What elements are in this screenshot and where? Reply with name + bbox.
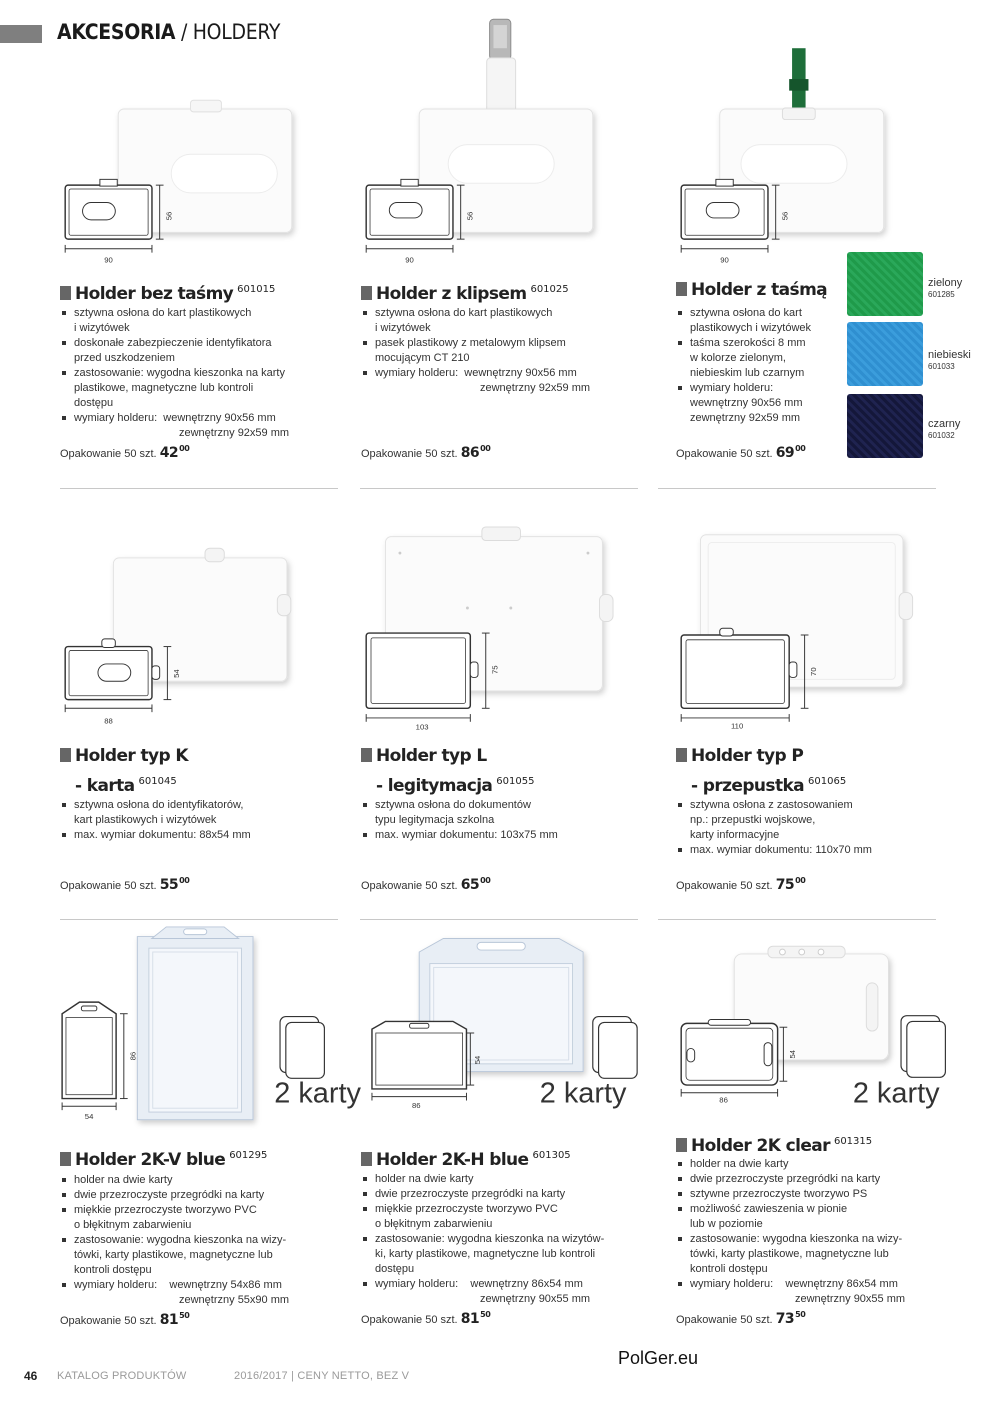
product-holder-2k-clear <box>676 925 966 1345</box>
dim-width: 86 <box>412 1101 421 1111</box>
price: $65^{00}$ <box>460 876 491 893</box>
feature-list <box>60 1173 330 1308</box>
product-code: 601055 <box>496 776 535 787</box>
product-holder-bez-tasmy <box>60 0 350 461</box>
product-title <box>361 745 534 797</box>
product-illustration <box>60 0 350 270</box>
cards-count-label: 2 karty <box>539 1077 627 1110</box>
pack-label: Opakowanie 50 szt. <box>676 880 773 892</box>
feature-item: max. wymiar dokumentu: 88x54 mm <box>60 828 330 843</box>
feature-item: miękkie przezroczyste tworzywo PVC o błękitnym zabarwieniu <box>60 1203 330 1233</box>
feature-item: pasek plastikowy z metalowym klipsem mocującym CT 210 <box>361 336 631 366</box>
product-illustration <box>60 500 350 770</box>
dim-height: 75 <box>490 665 500 675</box>
product-code: 601015 <box>237 284 276 295</box>
feature-item: możliwość zawieszenia w pionie lub w poziomie <box>676 1202 946 1232</box>
footer-catalog: KATALOG PRODUKTÓW <box>57 1370 187 1382</box>
feature-item: sztywna osłona do kart plastikowych i wizytówek <box>361 306 631 336</box>
price: $86^{00}$ <box>460 444 491 461</box>
feature-item: holder na dwie karty <box>361 1172 631 1187</box>
pack-label: Opakowanie 50 szt. <box>361 448 458 460</box>
feature-item: max. wymiar dokumentu: 110x70 mm <box>676 843 946 858</box>
dim-height: 70 <box>809 667 819 676</box>
packaging-price <box>60 1311 189 1328</box>
feature-item: zastosowanie: wygodna kieszonka na karty plastikowe, magnetyczne lub kontroli dostępu <box>60 366 330 411</box>
dim-width: 90 <box>720 255 729 265</box>
feature-item-size: wymiary holderu: wewnętrzny 54x86 mm zewnętrzny 55x90 mm <box>60 1278 330 1308</box>
feature-item: doskonałe zabezpieczenie identyfikatora przed uszkodzeniem <box>60 336 330 366</box>
product-title <box>60 279 275 305</box>
product-holder-2k-v-blue <box>55 925 361 1345</box>
swatch-blue <box>847 322 923 386</box>
feature-item: sztywna osłona do kart plastikowych i wizytówek <box>60 306 330 336</box>
title-text: Holder 2K-V blue <box>75 1150 226 1170</box>
swatch-black <box>847 394 923 458</box>
brand-label: PolGer.eu <box>618 1348 699 1368</box>
product-code: 601315 <box>833 1136 873 1147</box>
pack-label: Opakowanie 50 szt. <box>676 1314 773 1326</box>
feature-item: dwie przezroczyste przegródki na karty <box>676 1172 946 1187</box>
title-text: Holder 2K clear <box>691 1136 830 1156</box>
title-text-line2: - karta <box>75 776 135 796</box>
dim-height: 54 <box>472 1055 482 1065</box>
swatch-label-black: czarny 601032 <box>928 418 961 440</box>
packaging-price <box>361 876 490 893</box>
feature-item-size: wymiary holderu: wewnętrzny 90x56 mm zewnętrzny 92x59 mm <box>60 411 330 441</box>
title-marker <box>60 286 71 300</box>
pack-label: Opakowanie 50 szt. <box>60 1315 157 1327</box>
product-title <box>676 1131 872 1157</box>
product-title <box>676 745 846 797</box>
feature-item: max. wymiar dokumentu: 103x75 mm <box>361 828 631 843</box>
title-marker <box>676 1138 687 1152</box>
product-holder-typ-k <box>60 500 350 920</box>
dim-height: 86 <box>128 1051 138 1061</box>
feature-item: zastosowanie: wygodna kieszonka na wizy- tówki, karty plastikowe, magnetyczne lub kontroli dostępu <box>676 1232 946 1277</box>
title-text-line2: - przepustka <box>691 776 805 796</box>
packaging-price <box>676 444 805 461</box>
feature-list <box>676 306 836 426</box>
swatch-label-green: zielony 601285 <box>928 277 963 299</box>
swatch-green <box>847 252 923 316</box>
product-code: 601295 <box>229 1150 268 1161</box>
packaging-price <box>60 444 189 461</box>
feature-item: sztywna osłona do dokumentów typu legitymacja szkolna <box>361 798 631 828</box>
row-divider <box>60 488 338 489</box>
title-text: Holder typ K <box>75 746 189 766</box>
packaging-price <box>60 876 189 893</box>
price: $73^{50}$ <box>775 1310 806 1327</box>
row-divider <box>360 919 638 920</box>
header-bar <box>0 25 42 43</box>
price: $42^{00}$ <box>159 444 190 461</box>
title-text-line2: - legitymacja <box>376 776 493 796</box>
pack-label: Opakowanie 50 szt. <box>60 880 157 892</box>
packaging-price <box>361 1310 490 1327</box>
product-title <box>60 1145 267 1171</box>
page-title-separator: / <box>180 20 188 44</box>
feature-item-size: wymiary holderu: wewnętrzny 90x56 mm zewnętrzny 92x59 mm <box>361 366 631 396</box>
title-text: Holder typ P <box>691 746 804 766</box>
dim-height: 54 <box>171 669 181 678</box>
product-holder-2k-h-blue <box>361 925 651 1345</box>
dim-width: 110 <box>730 721 744 731</box>
product-code: 601305 <box>532 1150 571 1161</box>
feature-item: dwie przezroczyste przegródki na karty <box>361 1187 631 1202</box>
product-title <box>361 279 569 305</box>
dim-height: 56 <box>465 211 475 221</box>
feature-item: zastosowanie: wygodna kieszonka na wizytów- ki, karty plastikowe, magnetyczne lub kontroli dostępu <box>361 1232 631 1277</box>
row-divider <box>360 488 638 489</box>
feature-list <box>361 306 631 396</box>
dim-height: 54 <box>787 1049 797 1059</box>
packaging-price <box>361 444 490 461</box>
title-text: Holder bez taśmy <box>75 284 234 304</box>
price: $81^{50}$ <box>460 1310 491 1327</box>
feature-list <box>60 798 330 843</box>
product-holder-z-klipsem <box>361 0 651 461</box>
dim-height: 56 <box>780 211 790 221</box>
dim-width: 86 <box>719 1095 728 1105</box>
title-text: Holder typ L <box>376 746 487 766</box>
row-divider <box>60 919 338 920</box>
pack-label: Opakowanie 50 szt. <box>676 448 773 460</box>
price: $75^{00}$ <box>775 876 806 893</box>
dim-width: 103 <box>415 722 429 732</box>
product-code: 601045 <box>138 776 177 787</box>
product-code: 601025 <box>530 284 569 295</box>
product-title <box>60 745 188 797</box>
product-holder-typ-p <box>676 500 966 920</box>
swatch-label-blue: niebieski 601033 <box>928 349 971 371</box>
product-illustration <box>361 500 651 770</box>
product-illustration <box>676 500 966 770</box>
feature-item-size: wymiary holderu: wewnętrzny 86x54 mm zewnętrzny 90x55 mm <box>676 1277 946 1307</box>
product-code: 601065 <box>808 776 847 787</box>
feature-list <box>676 1157 946 1307</box>
feature-item: wymiary holderu: wewnętrzny 90x56 mm zewnętrzny 92x59 mm <box>676 381 836 426</box>
title-marker <box>60 1152 71 1166</box>
feature-item: taśma szerokości 8 mm w kolorze zielonym, niebieskim lub czarnym <box>676 336 836 381</box>
feature-item: holder na dwie karty <box>60 1173 330 1188</box>
feature-item: sztywne przezroczyste tworzywo PS <box>676 1187 946 1202</box>
page-title-bold: AKCESORIA <box>57 20 176 44</box>
page-number: 46 <box>24 1369 38 1383</box>
feature-item: sztywna osłona do identyfikatorów, kart plastikowych i wizytówek <box>60 798 330 828</box>
title-marker <box>361 748 372 762</box>
footer-edition: 2016/2017 | CENY NETTO, BEZ V <box>234 1370 410 1382</box>
feature-list <box>361 798 631 843</box>
cards-count-label: 2 karty <box>852 1077 940 1110</box>
pack-label: Opakowanie 50 szt. <box>60 448 157 460</box>
feature-item: holder na dwie karty <box>676 1157 946 1172</box>
feature-item: sztywna osłona do kart plastikowych i wizytówek <box>676 306 836 336</box>
price: $81^{50}$ <box>159 1311 190 1328</box>
title-text: Holder z taśmą <box>691 280 828 300</box>
product-illustration <box>676 0 966 270</box>
product-illustration <box>361 0 651 270</box>
page-title-normal: HOLDERY <box>192 20 281 44</box>
title-marker <box>361 286 372 300</box>
title-marker <box>676 748 687 762</box>
dim-width: 54 <box>84 1111 94 1121</box>
pack-label: Opakowanie 50 szt. <box>361 1314 458 1326</box>
title-marker <box>60 748 71 762</box>
feature-item: sztywna osłona z zastosowaniem np.: przepustki wojskowe, karty informacyjne <box>676 798 946 843</box>
feature-list <box>676 798 946 858</box>
product-title <box>676 279 827 301</box>
feature-item: miękkie przezroczyste tworzywo PVC o błękitnym zabarwieniu <box>361 1202 631 1232</box>
dim-height: 56 <box>164 211 174 221</box>
packaging-price <box>676 876 805 893</box>
feature-item: dwie przezroczyste przegródki na karty <box>60 1188 330 1203</box>
title-marker <box>361 1152 372 1166</box>
product-title <box>361 1145 571 1171</box>
price: $55^{00}$ <box>159 876 190 893</box>
feature-item-size: wymiary holderu: wewnętrzny 86x54 mm zewnętrzny 90x55 mm <box>361 1277 631 1307</box>
row-divider <box>658 488 936 489</box>
dim-width: 90 <box>104 255 113 265</box>
title-text: Holder z klipsem <box>376 284 527 304</box>
product-holder-typ-l <box>361 500 651 920</box>
title-text: Holder 2K-H blue <box>376 1150 529 1170</box>
packaging-price <box>676 1310 805 1327</box>
dim-width: 90 <box>405 255 414 265</box>
cards-count-label: 2 karty <box>274 1077 361 1110</box>
price: $69^{00}$ <box>775 444 806 461</box>
feature-item: zastosowanie: wygodna kieszonka na wizy- tówki, karty plastikowe, magnetyczne lub kontroli dostępu <box>60 1233 330 1278</box>
dim-width: 88 <box>104 716 113 726</box>
feature-list <box>361 1172 631 1307</box>
row-divider <box>658 919 936 920</box>
pack-label: Opakowanie 50 szt. <box>361 880 458 892</box>
feature-list <box>60 306 330 441</box>
title-marker <box>676 282 687 296</box>
